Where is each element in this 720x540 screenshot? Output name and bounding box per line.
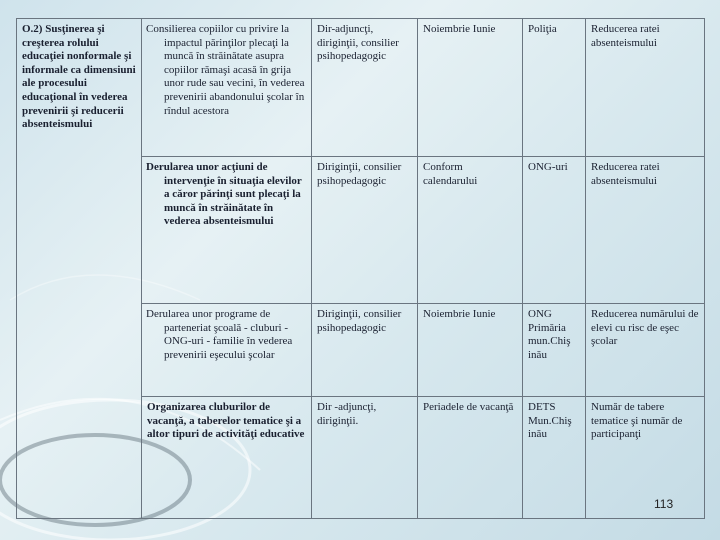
responsible-cell: Diriginţii, consilier psihopedagogic — [312, 157, 418, 304]
indicator-cell: Reducerea ratei absenteismului — [586, 19, 705, 157]
partners-cell: ONG Primăria mun.Chiş inău — [523, 304, 586, 397]
partners-cell: DETS Mun.Chiş inău — [523, 397, 586, 519]
activity-cell: Consilierea copiilor cu privire la impactul părinţilor plecaţi la muncă în străinătate asupra copiilor rămaşi acasă în grija unor rude sau vecini, în vederea prevenirii abandonului şcolar în rîndul acestora — [142, 19, 312, 157]
page-number: 113 — [654, 497, 674, 511]
activity-cell: Derularea unor acţiuni de intervenţie în situaţia elevilor a căror părinţi sunt plecaţi la muncă în străinătate în vederea absenteismului — [142, 157, 312, 304]
responsible-cell: Dir -adjuncţi, diriginţii. — [312, 397, 418, 519]
objective-cell: O.2) Susţinerea şi creşterea rolului educaţiei nonformale şi informale ca dimensiuni ale procesului educaţional în vederea prevenirii şi reducerii absenteismului — [17, 19, 142, 519]
action-plan-table — [16, 18, 705, 519]
period-cell: Noiembrie Iunie — [418, 19, 523, 157]
partners-cell: ONG-uri — [523, 157, 586, 304]
indicator-cell: Număr de tabere tematice şi număr de participanţi — [586, 397, 705, 519]
activity-cell: Derularea unor programe de parteneriat şcoală - cluburi - ONG-uri - familie în vederea prevenirii eşecului şcolar — [142, 304, 312, 397]
partners-cell: Poliţia — [523, 19, 586, 157]
period-cell: Noiembrie Iunie — [418, 304, 523, 397]
period-cell: Conform calendarului — [418, 157, 523, 304]
responsible-cell: Dir-adjuncţi, diriginţii, consilier psihopedagogic — [312, 19, 418, 157]
period-cell: Periadele de vacanţă — [418, 397, 523, 519]
indicator-cell: Reducerea ratei absenteismului — [586, 157, 705, 304]
table-row — [17, 19, 705, 157]
indicator-cell: Reducerea numărului de elevi cu risc de eşec şcolar — [586, 304, 705, 397]
responsible-cell: Diriginţii, consilier psihopedagogic — [312, 304, 418, 397]
activity-cell: Organizarea cluburilor de vacanţă, a taberelor tematice şi a altor tipuri de activităţi educative — [142, 397, 312, 519]
